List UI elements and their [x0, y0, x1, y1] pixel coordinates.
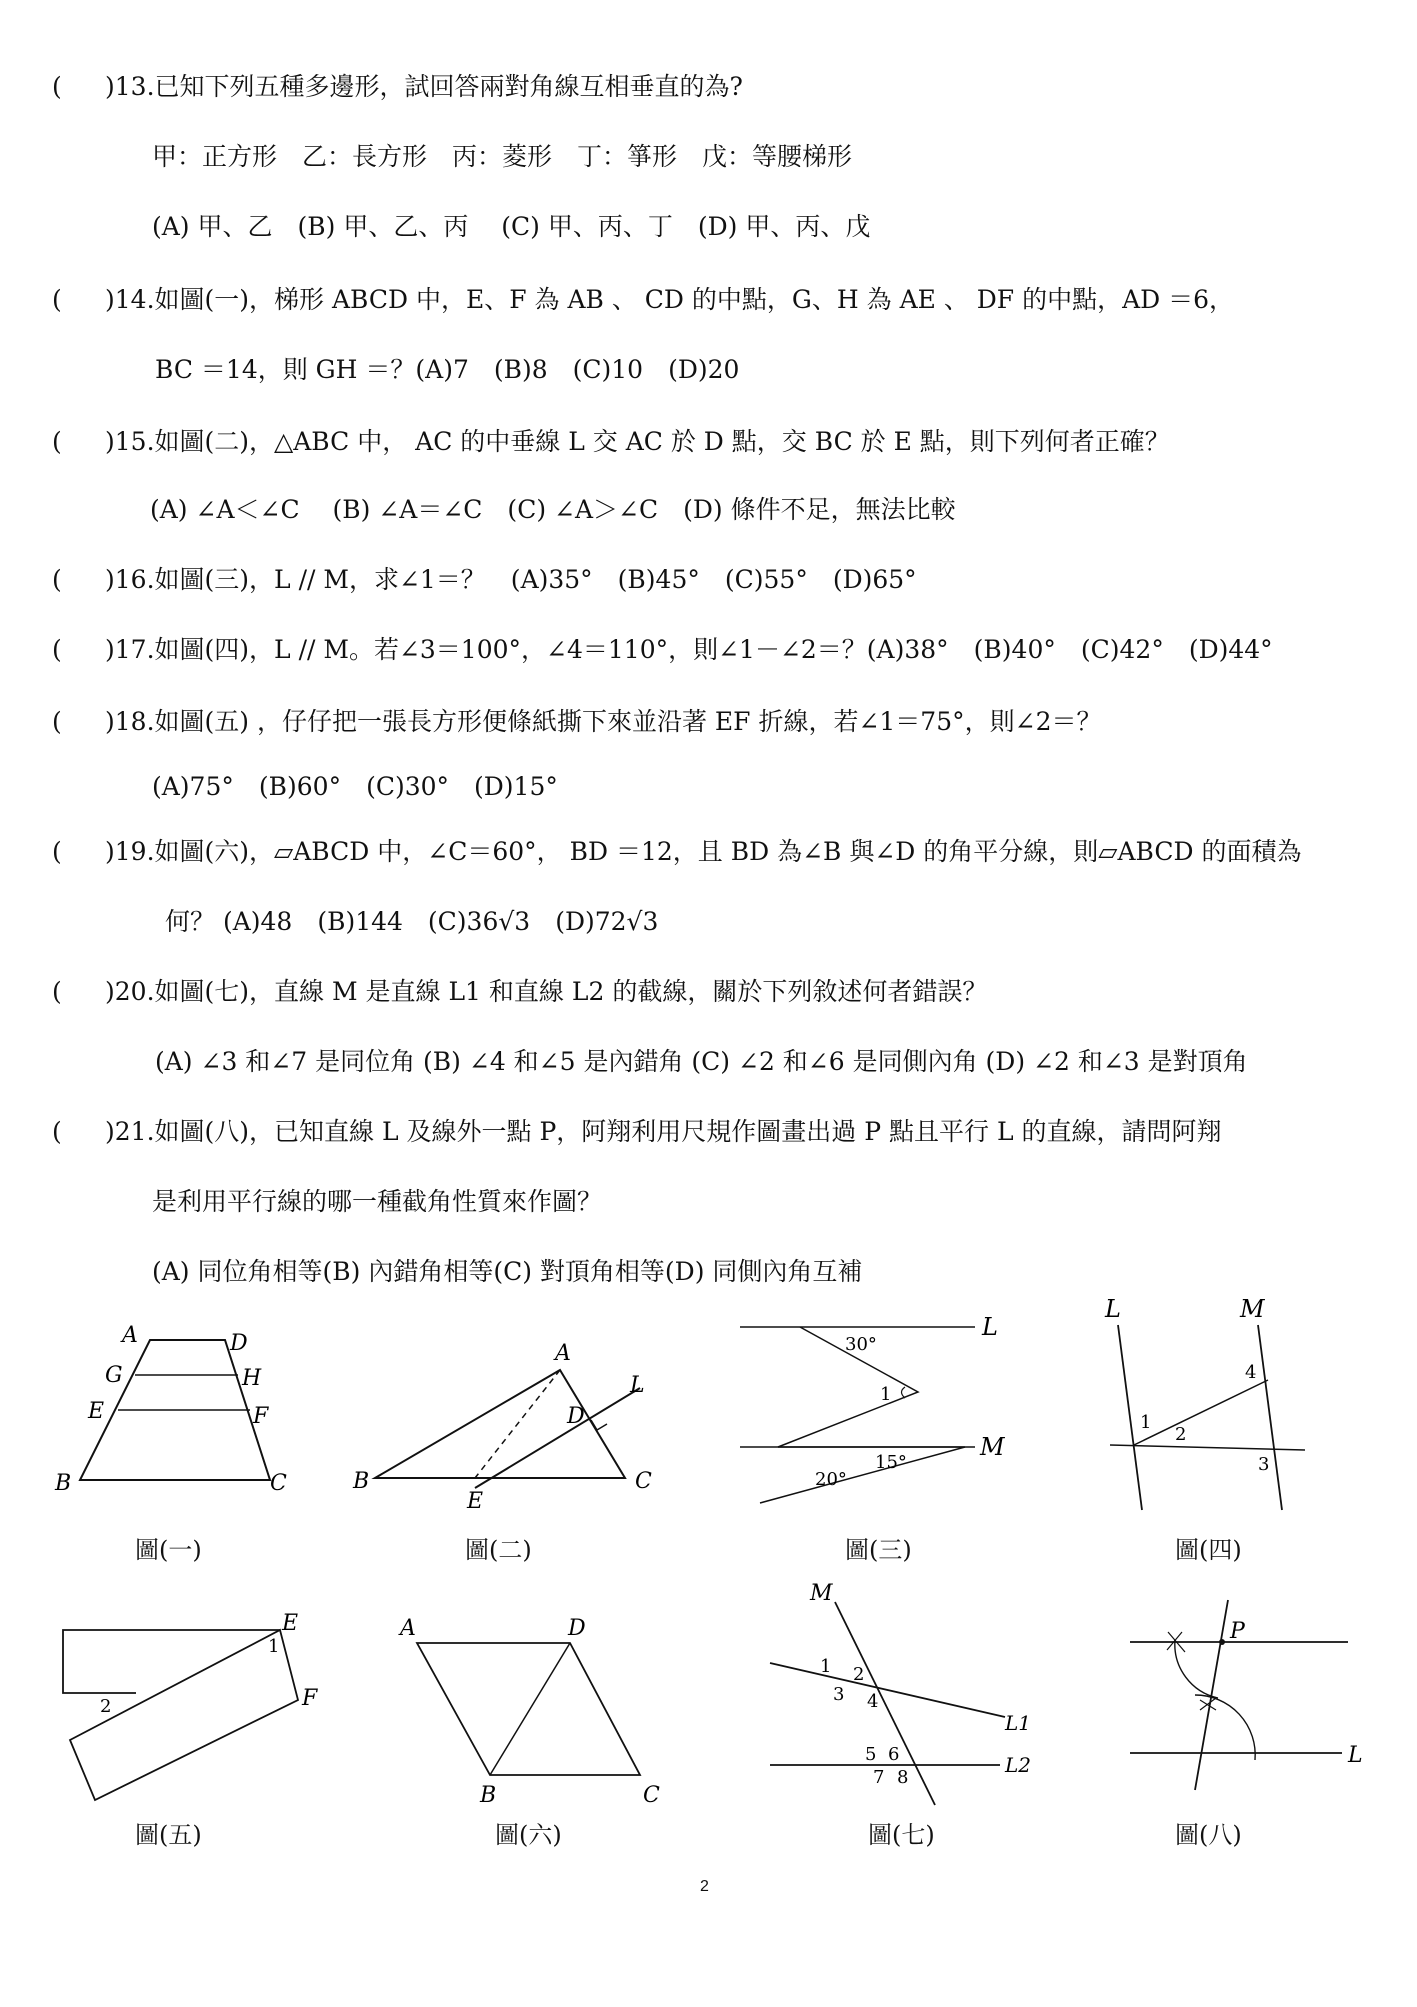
- answer-paren: (: [52, 635, 62, 664]
- figure-7-caption: 圖(七): [868, 1821, 935, 1849]
- label-3: 3: [833, 1684, 845, 1705]
- label-C: C: [643, 1783, 660, 1808]
- label-F: F: [253, 1404, 269, 1429]
- question-17-text: )17.如圖(四)，L // M。若∠3＝100°，∠4＝110°，則∠1－∠2＝？(A)38° (B)40° (C)42° (D)44°: [105, 635, 1273, 664]
- label-L2: L2: [1005, 1753, 1032, 1777]
- label-P: P: [1230, 1619, 1245, 1644]
- label-B: B: [353, 1469, 370, 1494]
- label-2: 2: [100, 1696, 112, 1717]
- figure-2-caption: 圖(二): [465, 1536, 532, 1564]
- figure-6-caption: 圖(六): [495, 1821, 562, 1849]
- label-C: C: [635, 1469, 652, 1494]
- answer-paren: (: [52, 72, 62, 101]
- question-20-options: (A) ∠3 和∠7 是同位角 (B) ∠4 和∠5 是內錯角 (C) ∠2 和∠6 是同側內角 (D) ∠2 和∠3 是對頂角: [155, 1047, 1248, 1076]
- label-D: D: [567, 1404, 585, 1429]
- answer-paren: (: [52, 977, 62, 1006]
- figure-3-caption: 圖(三): [845, 1536, 912, 1564]
- label-4: 4: [867, 1691, 879, 1712]
- label-1: 1: [880, 1384, 892, 1405]
- page-number: 2: [700, 1878, 709, 1895]
- label-2: 2: [1175, 1424, 1187, 1445]
- label-15deg: 15°: [875, 1452, 907, 1473]
- figure-3-parallel-lines: [730, 1305, 1040, 1515]
- label-7: 7: [873, 1767, 885, 1788]
- question-13-options: (A) 甲、乙 (B) 甲、乙、丙 (C) 甲、丙、丁 (D) 甲、丙、戊: [152, 212, 871, 241]
- label-E: E: [88, 1399, 105, 1424]
- label-L: L: [982, 1313, 998, 1341]
- label-2: 2: [853, 1664, 865, 1685]
- answer-paren: (: [52, 1117, 62, 1146]
- label-L: L: [1105, 1295, 1121, 1323]
- question-13-text: )13.已知下列五種多邊形，試回答兩對角線互相垂直的為?: [105, 72, 743, 101]
- label-20deg: 20°: [815, 1469, 847, 1490]
- question-14-line1: )14.如圖(一)，梯形 ABCD 中，E、F 為 AB 、 CD 的中點，G、H 為 AE 、 DF 的中點，AD ＝6，: [105, 285, 1235, 314]
- label-1: 1: [1140, 1412, 1152, 1433]
- figure-1-trapezoid: [50, 1320, 300, 1510]
- figure-4-caption: 圖(四): [1175, 1536, 1242, 1564]
- label-30deg: 30°: [845, 1334, 877, 1355]
- label-M: M: [810, 1581, 833, 1606]
- label-D: D: [230, 1331, 248, 1356]
- question-18-options: (A)75° (B)60° (C)30° (D)15°: [152, 772, 558, 801]
- label-M: M: [1240, 1295, 1265, 1323]
- figure-5-folded-paper: [50, 1610, 330, 1810]
- question-15-text: )15.如圖(二)，△ABC 中， AC 的中垂線 L 交 AC 於 D 點，交 BC 於 E 點，則下列何者正確？: [105, 427, 1170, 456]
- figure-7-transversal: [755, 1580, 1055, 1810]
- label-L: L: [630, 1373, 645, 1398]
- label-D: D: [568, 1616, 586, 1641]
- answer-paren: (: [52, 285, 62, 314]
- question-21-text: )21.如圖(八)，已知直線 L 及線外一點 P，阿翔利用尺規作圖畫出過 P 點且平行 L 的直線，請問阿翔: [105, 1117, 1222, 1146]
- question-18-text: )18.如圖(五) ，仔仔把一張長方形便條紙撕下來並沿著 EF 折線，若∠1＝75°，則∠2＝？: [105, 707, 1102, 736]
- figure-5-caption: 圖(五): [135, 1821, 202, 1849]
- answer-paren: (: [52, 837, 62, 866]
- question-20-text: )20.如圖(七)，直線 M 是直線 L1 和直線 L2 的截線，關於下列敘述何者錯誤？: [105, 977, 988, 1006]
- label-L: L: [1348, 1743, 1363, 1768]
- question-13-shapes: 甲：正方形 乙：長方形 丙：菱形 丁：箏形 戊：等腰梯形: [152, 142, 853, 171]
- answer-paren: (: [52, 427, 62, 456]
- figure-1-caption: 圖(一): [135, 1536, 202, 1564]
- question-15-options: (A) ∠A＜∠C (B) ∠A＝∠C (C) ∠A＞∠C (D) 條件不足，無法比較: [150, 495, 956, 524]
- label-1: 1: [820, 1656, 832, 1677]
- label-L1: L1: [1005, 1711, 1032, 1735]
- question-19-options: 何？ (A)48 (B)144 (C)36√3 (D)72√3: [165, 907, 659, 936]
- label-A: A: [400, 1616, 416, 1641]
- label-F: F: [302, 1686, 318, 1711]
- figure-8-construction: [1120, 1580, 1380, 1800]
- label-B: B: [55, 1471, 72, 1496]
- label-G: G: [105, 1363, 123, 1388]
- answer-paren: (: [52, 565, 62, 594]
- label-A: A: [122, 1323, 138, 1348]
- label-H: H: [242, 1366, 262, 1391]
- label-C: C: [270, 1471, 287, 1496]
- question-19-text: )19.如圖(六)，▱ABCD 中，∠C＝60°， BD ＝12，且 BD 為∠B 與∠D 的角平分線，則▱ABCD 的面積為: [105, 837, 1302, 866]
- figure-6-parallelogram: [385, 1610, 675, 1810]
- label-B: B: [480, 1783, 497, 1808]
- label-1: 1: [268, 1636, 280, 1657]
- label-A: A: [555, 1341, 571, 1366]
- question-21-line2: 是利用平行線的哪一種截角性質來作圖？: [152, 1187, 603, 1216]
- question-21-options: (A) 同位角相等(B) 內錯角相等(C) 對頂角相等(D) 同側內角互補: [152, 1257, 863, 1286]
- label-M: M: [980, 1433, 1005, 1461]
- label-4: 4: [1245, 1362, 1257, 1383]
- figure-2-triangle: [345, 1320, 675, 1510]
- label-E: E: [282, 1611, 299, 1636]
- figure-8-caption: 圖(八): [1175, 1821, 1242, 1849]
- label-5: 5: [865, 1744, 877, 1765]
- question-16-text: )16.如圖(三)，L // M，求∠1＝？ (A)35° (B)45° (C)55° (D)65°: [105, 565, 917, 594]
- label-3: 3: [1258, 1454, 1270, 1475]
- label-8: 8: [897, 1767, 909, 1788]
- question-14-line2: BC ＝14，則 GH ＝？(A)7 (B)8 (C)10 (D)20: [155, 355, 740, 384]
- label-6: 6: [888, 1744, 900, 1765]
- answer-paren: (: [52, 707, 62, 736]
- figure-4-parallel-lines: [1100, 1295, 1330, 1515]
- label-E: E: [467, 1489, 484, 1510]
